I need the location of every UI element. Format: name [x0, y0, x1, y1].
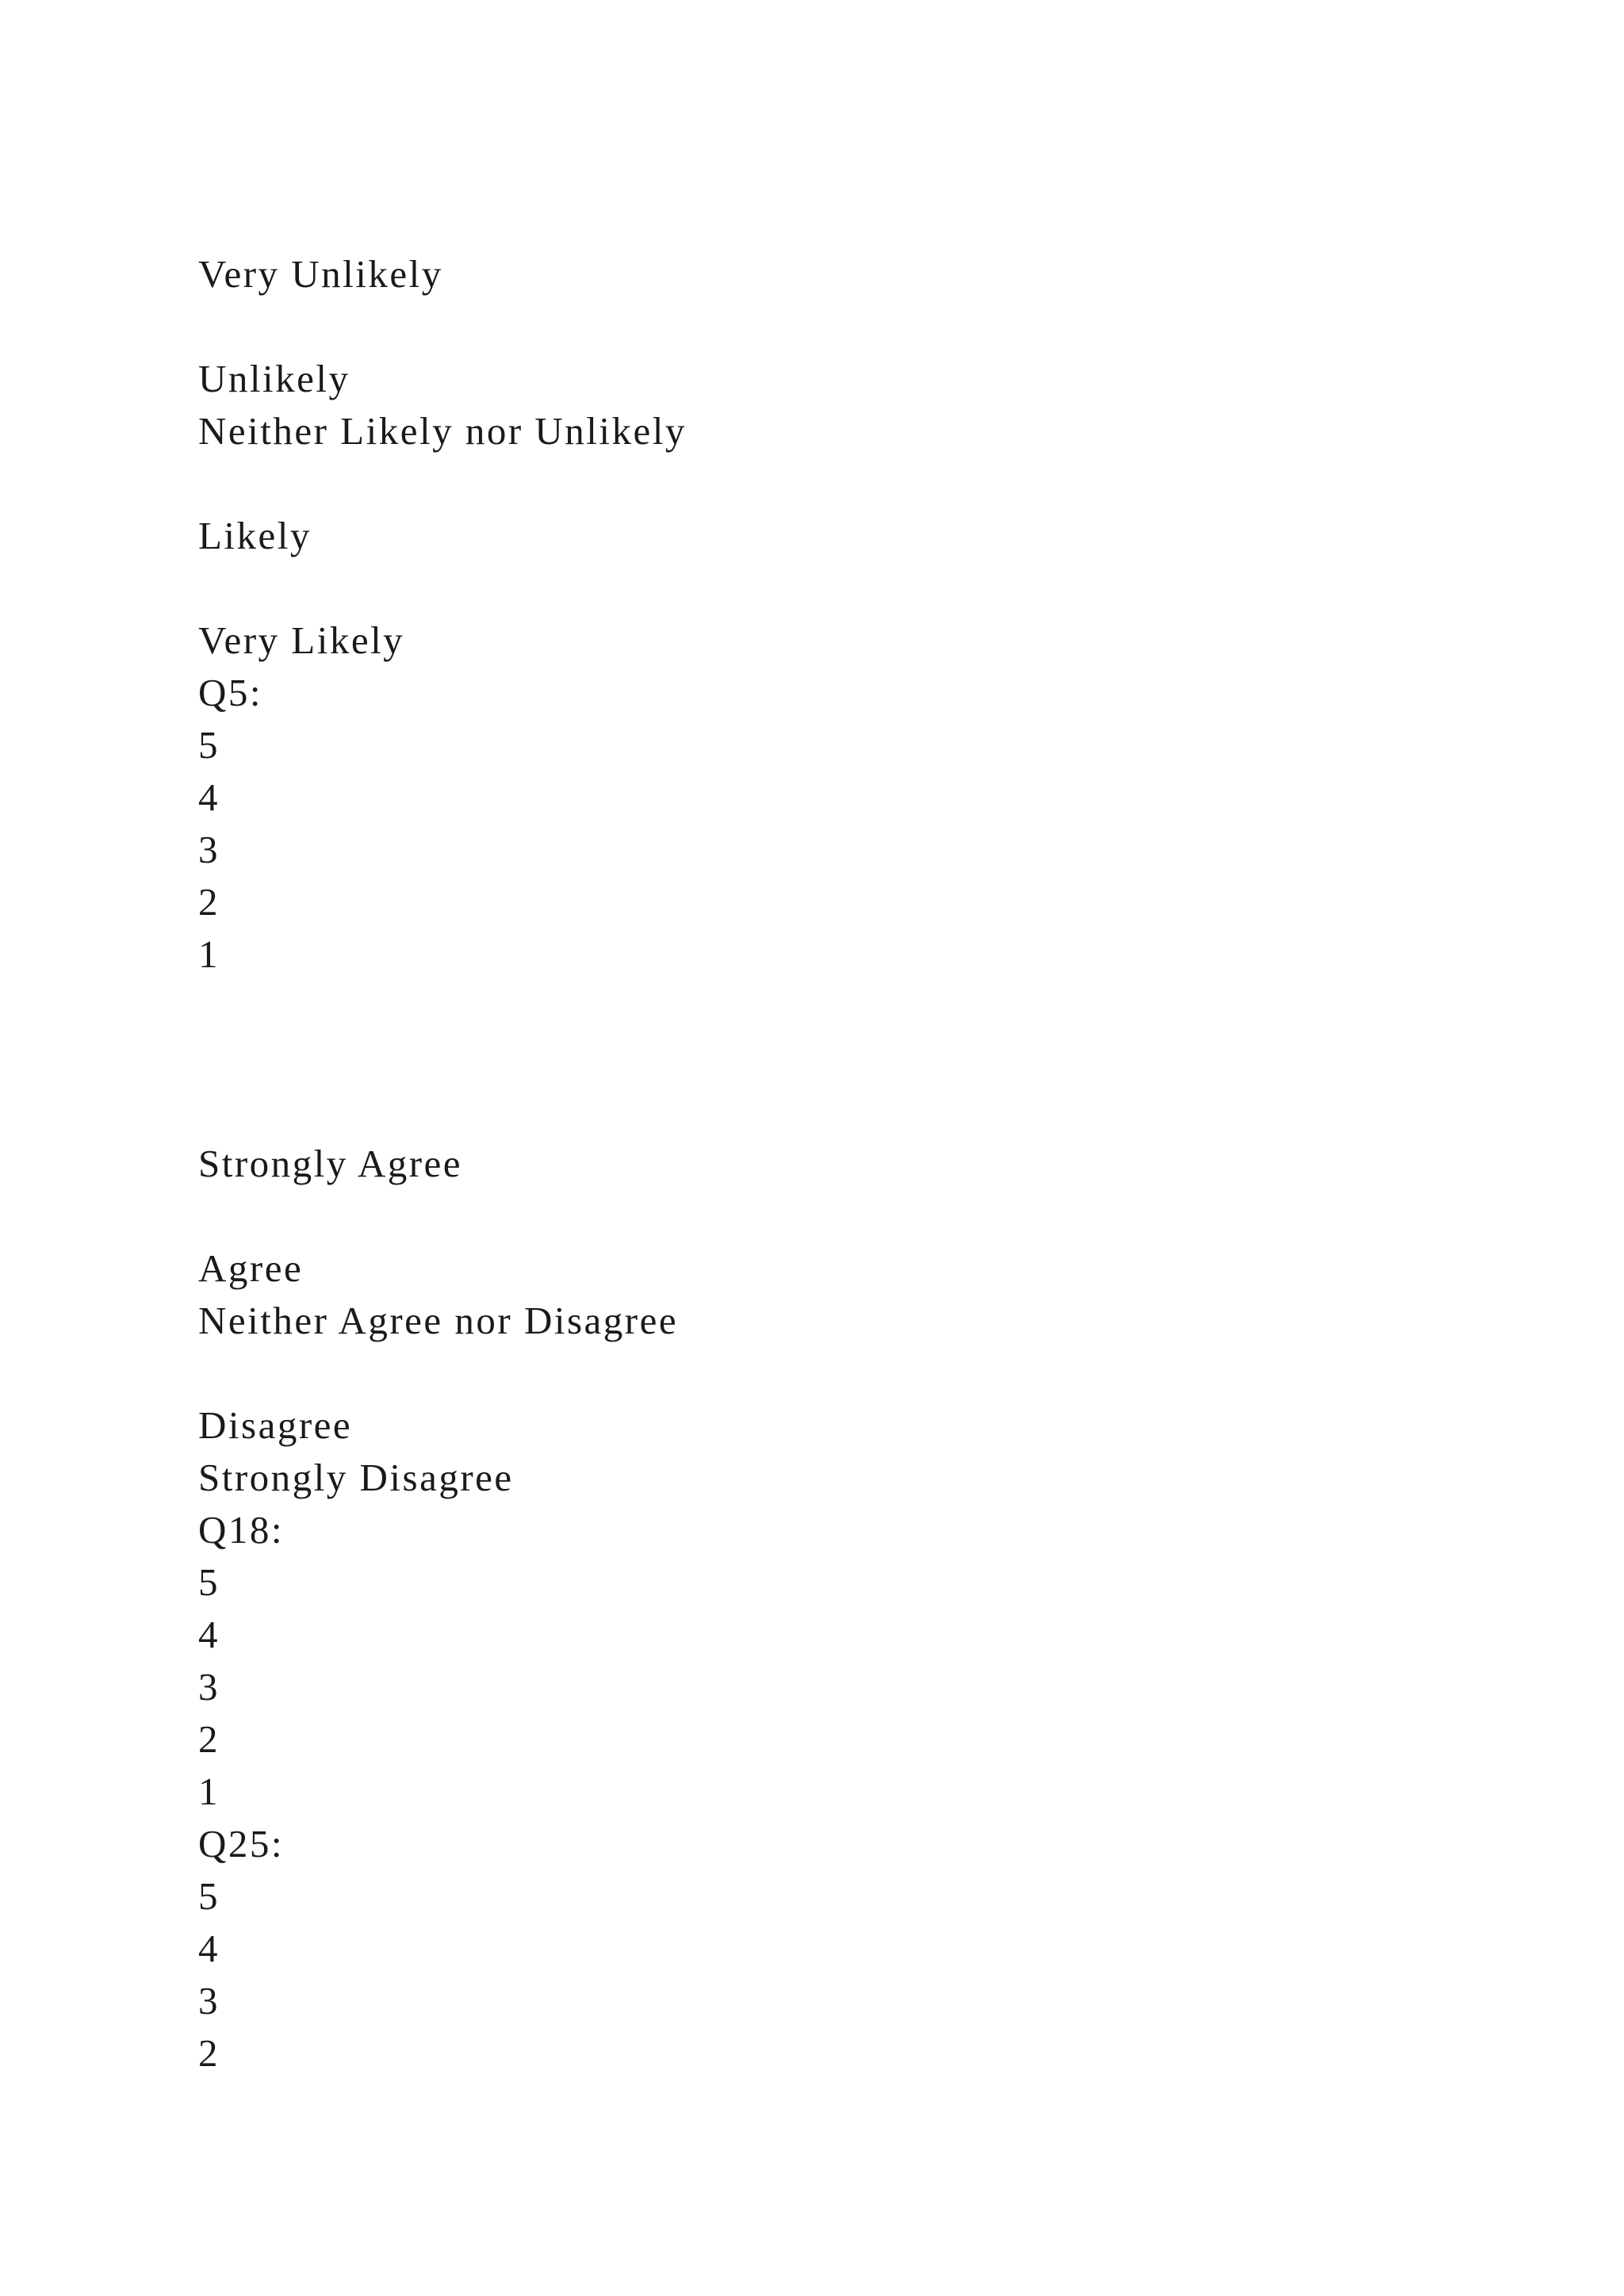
- text-line: Very Likely: [198, 618, 405, 662]
- text-line: 3: [198, 828, 220, 871]
- text-line: Agree: [198, 1246, 304, 1290]
- text-line: 2: [198, 2031, 220, 2075]
- text-line: Q25:: [198, 1822, 284, 1866]
- text-line: 4: [198, 775, 220, 819]
- text-line: Neither Likely nor Unlikely: [198, 409, 687, 453]
- text-line: 2: [198, 1717, 220, 1761]
- text-line: 1: [198, 932, 220, 976]
- text-line: Q18:: [198, 1508, 284, 1552]
- text-line: 4: [198, 1613, 220, 1656]
- text-line: Disagree: [198, 1403, 353, 1447]
- text-line: Unlikely: [198, 357, 350, 400]
- text-line: Very Unlikely: [198, 252, 443, 296]
- text-line: Strongly Agree: [198, 1142, 463, 1185]
- text-line: Strongly Disagree: [198, 1456, 514, 1499]
- text-line: 3: [198, 1665, 220, 1709]
- text-line: Likely: [198, 514, 312, 557]
- text-line: Q5:: [198, 671, 262, 714]
- text-line: 2: [198, 880, 220, 924]
- text-line: 5: [198, 1560, 220, 1604]
- text-line: 1: [198, 1770, 220, 1813]
- text-line: 4: [198, 1927, 220, 1970]
- text-line: 5: [198, 723, 220, 767]
- text-line: 5: [198, 1874, 220, 1918]
- text-line: 3: [198, 1979, 220, 2022]
- text-line: Neither Agree nor Disagree: [198, 1299, 679, 1342]
